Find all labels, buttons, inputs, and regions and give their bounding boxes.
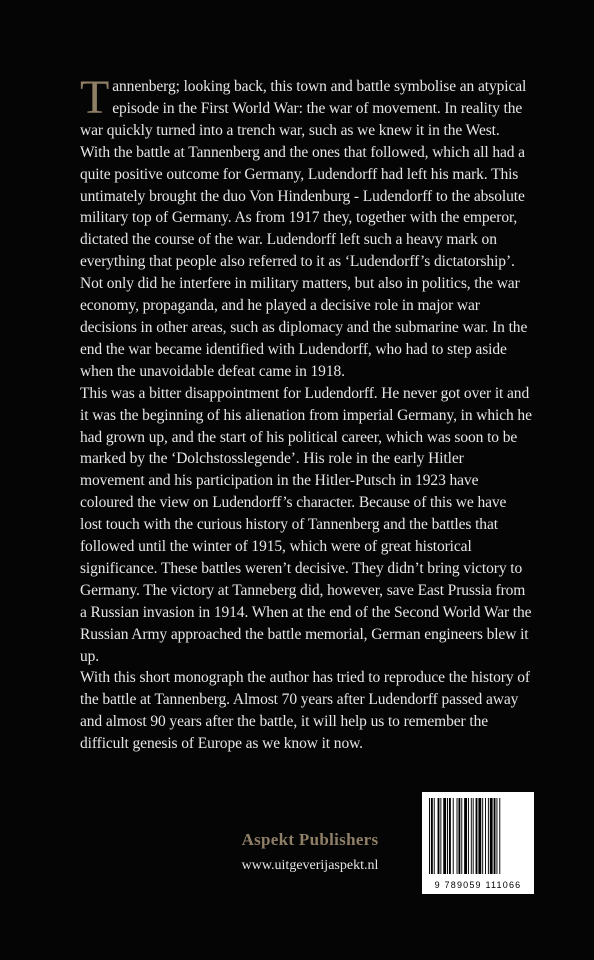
blurb-paragraph-1 <box>80 71 532 383</box>
isbn-barcode <box>422 792 534 894</box>
publisher-name: Aspekt Publishers <box>241 830 379 849</box>
blurb-paragraph-3: With this short monograph the author has tried to reproduce the history of the battle at Tannenberg. Almost 70 years after Ludendorff passed away and almost 90 years after the battle, it will help us to remember the difficult genesis of Europe as we know it now. <box>80 669 530 753</box>
drop-cap: T <box>80 71 110 124</box>
blurb-paragraph-2: This was a bitter disappointment for Ludendorff. He never got over it and it was the beginning of his alienation from imperial Germany, in which he had grown up, and the start of his political career, which was soon to be marked by the ‘Dolchstosslegende’. His role in the early Hitler movement and his participation in the Hitler-Putsch in 1923 have coloured the view on Ludendorff’s character. Because of this we have lost touch with the curious history of Tannenberg and the battles that followed until the winter of 1915, which were of great historical significance. These battles weren’t decisive. They didn’t bring victory to Germany. The victory at Tanneberg did, however, save East Prussia from a Russian invasion in 1914. When at the end of the Second World War the Russian Army approached the battle memorial, German engineers blew it up. <box>80 384 532 665</box>
back-cover-blurb <box>80 71 532 755</box>
publisher-url: www.uitgeverijaspekt.nl <box>241 858 379 873</box>
barcode-bars-icon <box>428 798 528 874</box>
publisher-block <box>220 830 400 874</box>
blurb-paragraph-1-text: annenberg; looking back, this town and battle symbolise an atypical episode in the First World War: the war of movement. In reality the war quickly turned into a trench war, such as we knew it in the West. With the battle at Tannenberg and the ones that followed, which all had a quite positive outcome for Germany, Ludendorff had left his mark. This untimately brought the duo Von Hindenburg - Ludendorff to the absolute military top of Germany. As from 1917 they, together with the emperor, dictated the course of the war. Ludendorff left such a heavy mark on everything that people also referred to it as ‘Ludendorff’s dictatorship’. Not only did he interfere in military matters, but also in politics, the war economy, propaganda, and he played a decisive role in major war decisions in other areas, such as diplomacy and the submarine war. In the end the war became identified with Ludendorff, who had to step aside when the unavoidable defeat came in 1918. <box>80 78 528 380</box>
barcode-digits: 9 789059 111066 <box>434 880 522 890</box>
